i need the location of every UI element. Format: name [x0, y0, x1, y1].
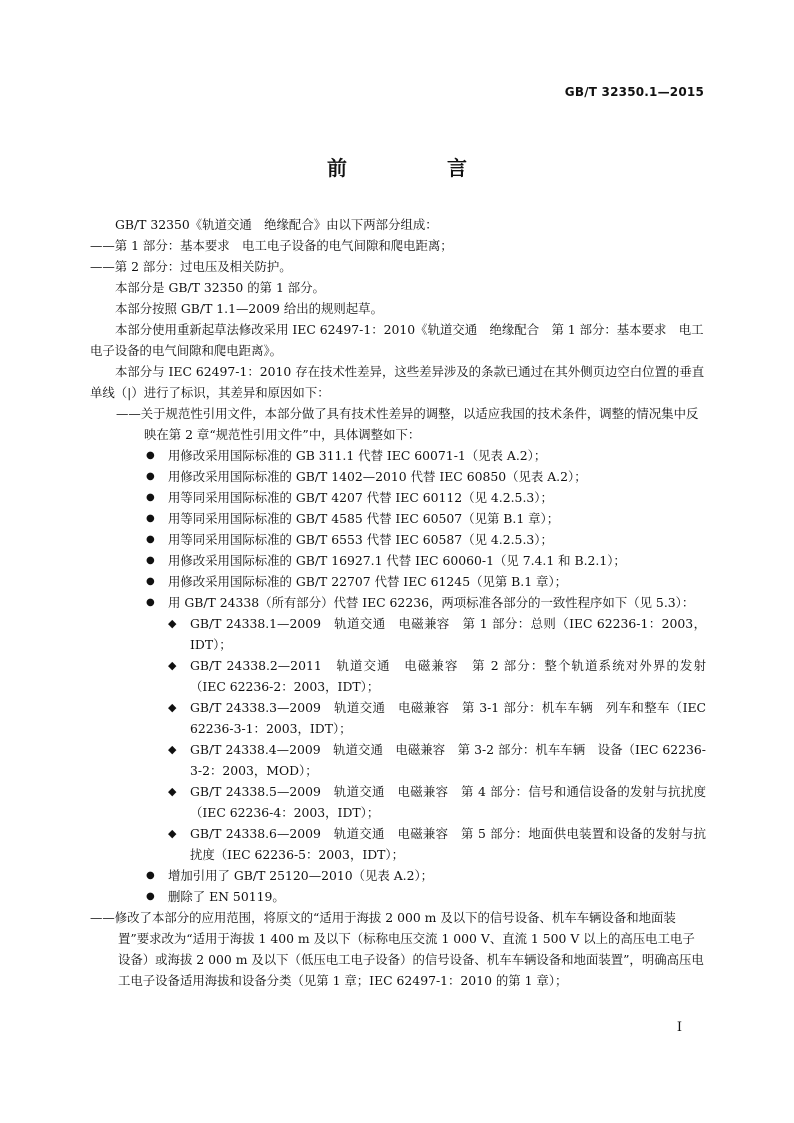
list-item: [90, 550, 706, 571]
diamond-bullet-icon: ◆: [168, 617, 177, 630]
sub-list-item-text: GB/T 24338.3—2009 轨道交通 电磁兼容 第 3-1 部分：机车车辆 列车和整车（IEC 62236-3-1：2003，IDT）；: [190, 700, 706, 736]
dash-item: ——修改了本部分的应用范围，将原文的“适用于海拔 2 000 m 及以下的信号设备、机车车辆设备和地面装置”要求改为“适用于海拔 1 400 m 及以下（标称电压交流 1 000 V、直流 1 500 V 以上的高压电工电子设备）或海拔 2 000 m 及以下（低压电工电子设备）的信号设备、机车车辆设备和地面装置”，明确高压电工电子设备适用海拔和设备分类（见第 1 章；IEC 62497-1：2010 的第 1 章）；: [90, 910, 704, 988]
sub-list-item: [90, 823, 706, 865]
dash-item: ——关于规范性引用文件，本部分做了具有技术性差异的调整，以适应我国的技术条件，调整的情况集中反映在第 2 章“规范性引用文件”中，具体调整如下：: [116, 406, 699, 442]
sub-list-item: [90, 613, 706, 655]
list-item-text: 用修改采用国际标准的 GB/T 1402—2010 代替 IEC 60850（见表 A.2）；: [168, 469, 587, 484]
list-item-text: 用等同采用国际标准的 GB/T 4585 代替 IEC 60507（见第 B.1 章）；: [168, 511, 560, 526]
paragraph: 本部分使用重新起草法修改采用 IEC 62497-1：2010《轨道交通 绝缘配合 第 1 部分：基本要求 电工电子设备的电气间隙和爬电距离》。: [90, 322, 704, 358]
sub-list-item-text: GB/T 24338.5—2009 轨道交通 电磁兼容 第 4 部分：信号和通信设备的发射与抗扰度（IEC 62236-4：2003，IDT）；: [190, 784, 706, 820]
list-item-text: 用修改采用国际标准的 GB/T 22707 代替 IEC 61245（见第 B.1 章）；: [168, 574, 568, 589]
diamond-bullet-icon: ◆: [168, 701, 177, 714]
sub-list-item-text: GB/T 24338.4—2009 轨道交通 电磁兼容 第 3-2 部分：机车车辆 设备（IEC 62236-3-2：2003，MOD）；: [190, 742, 706, 778]
bullet-icon: ●: [146, 534, 155, 545]
bullet-icon: ●: [146, 555, 155, 566]
bullet-icon: ●: [146, 492, 155, 503]
standard-number: GB/T 32350.1—2015: [564, 85, 704, 99]
list-item-text: 用修改采用国际标准的 GB/T 16927.1 代替 IEC 60060-1（见 7.4.1 和 B.2.1）；: [168, 553, 626, 568]
list-item: [90, 445, 706, 466]
sub-list-item-text: GB/T 24338.1—2009 轨道交通 电磁兼容 第 1 部分：总则（IEC 62236-1：2003，IDT）；: [190, 616, 706, 652]
page-number: I: [676, 1020, 682, 1035]
diamond-bullet-icon: ◆: [168, 827, 177, 840]
bullet-icon: ●: [146, 597, 155, 608]
bullet-icon: ●: [146, 471, 155, 482]
list-item-text: 增加引用了 GB/T 25120—2010（见表 A.2）；: [168, 868, 434, 883]
bullet-list: [90, 445, 706, 907]
list-item-text: 用等同采用国际标准的 GB/T 6553 代替 IEC 60587（见 4.2.5.3）；: [168, 532, 553, 547]
bullet-icon: ●: [146, 576, 155, 587]
diamond-bullet-icon: ◆: [168, 743, 177, 756]
list-item: [90, 487, 706, 508]
paragraph: 本部分按照 GB/T 1.1—2009 给出的规则起草。: [115, 301, 383, 316]
sub-list-item-text: GB/T 24338.6—2009 轨道交通 电磁兼容 第 5 部分：地面供电装置和设备的发射与抗扰度（IEC 62236-5：2003，IDT）；: [190, 826, 706, 862]
paragraph: 本部分与 IEC 62497-1：2010 存在技术性差异，这些差异涉及的条款已通过在其外侧页边空白位置的垂直单线（|）进行了标识，其差异和原因如下：: [90, 364, 705, 400]
sub-list-item: [90, 739, 706, 781]
diamond-bullet-icon: ◆: [168, 659, 177, 672]
sub-list-item: [90, 781, 706, 823]
list-item: [90, 571, 706, 592]
list-item: [90, 592, 706, 613]
bullet-icon: ●: [146, 891, 155, 902]
list-item-text: 删除了 EN 50119。: [168, 889, 285, 904]
page-title: 前 言: [327, 156, 507, 180]
list-item: [90, 466, 706, 487]
sub-list-item: [90, 697, 706, 739]
dash-item: ——第 2 部分：过电压及相关防护。: [90, 259, 292, 274]
list-item-text: 用等同采用国际标准的 GB/T 4207 代替 IEC 60112（见 4.2.5.3）；: [168, 490, 553, 505]
paragraph: 本部分是 GB/T 32350 的第 1 部分。: [115, 280, 325, 295]
diamond-bullet-icon: ◆: [168, 785, 177, 798]
list-item-text: 用 GB/T 24338（所有部分）代替 IEC 62236，两项标准各部分的一致性程序如下（见 5.3）：: [168, 595, 695, 610]
list-item-text: 用修改采用国际标准的 GB 311.1 代替 IEC 60071-1（见表 A.2）；: [168, 448, 547, 463]
sub-list-item-text: GB/T 24338.2—2011 轨道交通 电磁兼容 第 2 部分：整个轨道系统对外界的发射（IEC 62236-2：2003，IDT）；: [190, 658, 706, 694]
list-item: [90, 529, 706, 550]
bullet-icon: ●: [146, 513, 155, 524]
dash-item: ——第 1 部分：基本要求 电工电子设备的电气间隙和爬电距离；: [90, 238, 453, 253]
paragraph: GB/T 32350《轨道交通 绝缘配合》由以下两部分组成：: [115, 217, 438, 232]
list-item: [90, 886, 706, 907]
bullet-icon: ●: [146, 450, 155, 461]
list-item: [90, 508, 706, 529]
document-body: [90, 214, 706, 991]
sub-list-item: [90, 655, 706, 697]
bullet-icon: ●: [146, 870, 155, 881]
list-item: [90, 865, 706, 886]
